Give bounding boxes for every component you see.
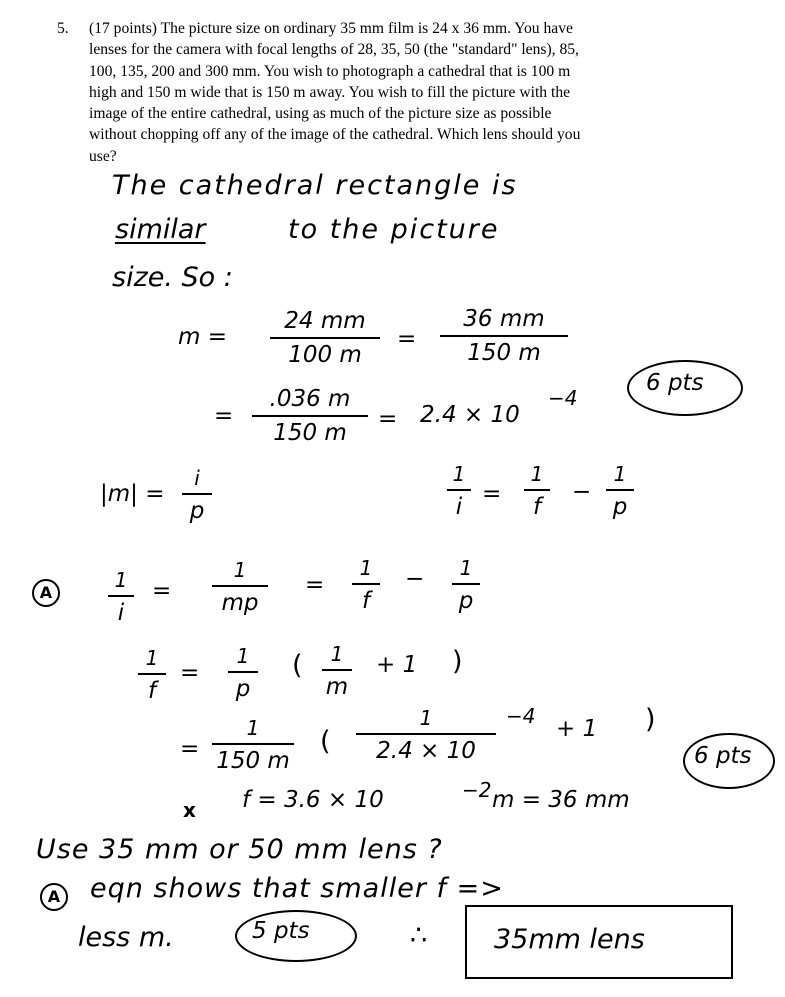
problem-statement: [57, 18, 757, 167]
problem-line: (17 points) The picture size on ordinary 35 mm film is 24 x 36 mm. You have: [89, 20, 573, 37]
equals-sign: =: [397, 326, 417, 352]
fraction-1-p: 1 p: [228, 644, 258, 702]
fraction-24mm-100m: 24 mm 100 m: [270, 308, 380, 368]
fraction-1-i: 1 i: [447, 462, 471, 520]
points-label: 6 pts: [694, 743, 752, 769]
focal-length-result: f = 3.6 × 10: [242, 787, 384, 813]
open-paren: (: [292, 650, 303, 681]
fraction-1-mp: 1 mp: [212, 558, 268, 616]
less-m-line: less m.: [78, 922, 174, 953]
fraction-36mm-150m: 36 mm 150 m: [440, 306, 568, 366]
fraction-1-f: 1 f: [138, 646, 166, 704]
equals-sign: =: [180, 736, 200, 762]
fraction-1-p: 1 p: [606, 462, 634, 520]
equals-sign: =: [305, 572, 325, 598]
equals-sign: =: [152, 578, 172, 604]
fraction-036m-150m: .036 m 150 m: [252, 386, 368, 446]
problem-line: use?: [89, 147, 117, 165]
use-line: Use 35 mm or 50 mm lens ?: [36, 834, 443, 865]
open-paren: (: [320, 726, 331, 757]
problem-text: [89, 18, 757, 167]
solution-line-2: to the picture: [288, 214, 500, 245]
solution-line-3: size. So :: [112, 262, 233, 293]
abs-m: |m| =: [100, 481, 165, 507]
fraction-1-f: 1 f: [352, 556, 380, 614]
plus-one: + 1: [376, 652, 418, 678]
fraction-1-150m: 1 150 m: [212, 716, 294, 774]
points-label: 6 pts: [646, 370, 704, 396]
fraction-i-p: i p: [182, 466, 212, 524]
problem-line: image of the entire cathedral, using as much of the picture size as possible: [89, 105, 552, 123]
circled-a-mark: A: [40, 883, 68, 911]
solution-line-1: The cathedral rectangle is: [112, 170, 518, 201]
minus-sign: −: [572, 479, 592, 505]
close-paren: ): [645, 704, 656, 735]
exponent: −4: [506, 704, 536, 728]
magnification-result: 2.4 × 10: [420, 402, 520, 428]
circled-a-mark: A: [32, 579, 60, 607]
fraction-1-over-2-4e-4: 1 2.4 × 10: [356, 706, 496, 764]
equals-sign: =: [378, 406, 398, 432]
plus-one: + 1: [556, 716, 598, 742]
fraction-1-m: 1 m: [322, 642, 352, 700]
equals-sign: =: [180, 660, 200, 686]
problem-number: 5.: [57, 20, 69, 37]
exponent: −2: [462, 778, 492, 802]
equals-sign: =: [214, 403, 234, 429]
minus-sign: −: [405, 566, 425, 592]
m-equals: m =: [178, 324, 227, 350]
fraction-1-i: 1 i: [108, 568, 134, 626]
problem-line: without chopping off any of the image of the cathedral. Which lens should you: [89, 126, 581, 144]
mark-x: x: [183, 798, 196, 822]
close-paren: ): [452, 646, 463, 677]
equals-sign: =: [482, 481, 502, 507]
final-answer: 35mm lens: [494, 924, 645, 955]
fraction-1-f: 1 f: [524, 462, 550, 520]
eqn-line: eqn shows that smaller f =>: [90, 873, 504, 904]
focal-length-mm: m = 36 mm: [492, 787, 630, 813]
problem-line: high and 150 m wide that is 150 m away. You wish to fill the picture with the: [89, 83, 571, 101]
similar-word: similar: [115, 214, 206, 245]
problem-line: 100, 135, 200 and 300 mm. You wish to photograph a cathedral that is 100 m: [89, 62, 571, 80]
exponent: −4: [548, 386, 578, 410]
problem-line: lenses for the camera with focal lengths of 28, 35, 50 (the "standard" lens), 85,: [89, 41, 579, 59]
therefore-symbol: ∴: [410, 920, 428, 951]
fraction-1-p: 1 p: [452, 556, 480, 614]
points-label: 5 pts: [252, 918, 310, 944]
